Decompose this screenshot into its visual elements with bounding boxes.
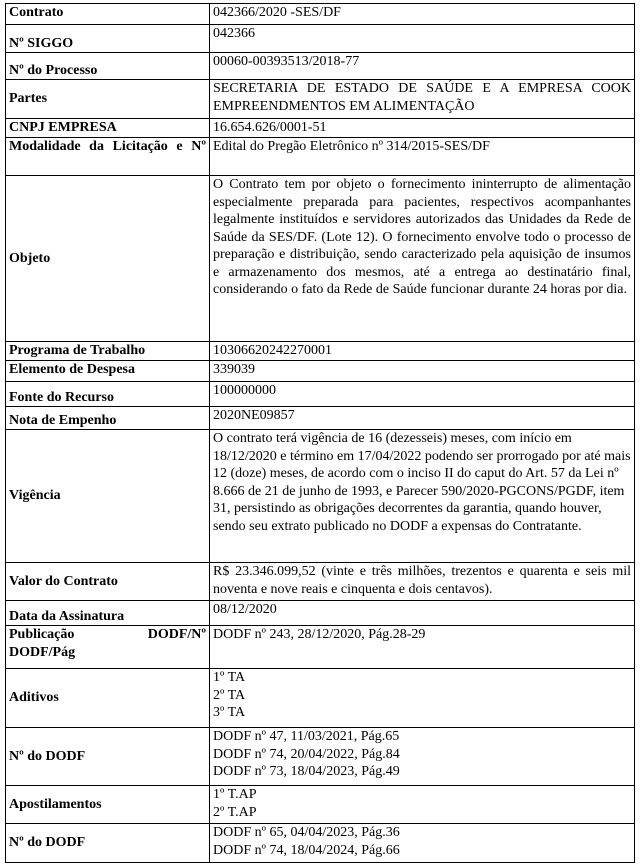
- label-line: Publicação DODF/Nº: [9, 627, 206, 642]
- row-value: R$ 23.346.099,52 (vinte e três milhões, trezentos e quarenta e seis mil noventa e nove reais e cinquenta e dois centavos).: [210, 563, 635, 601]
- list-item: 2º TA: [213, 687, 246, 703]
- row-value: 2020NE09857: [210, 407, 635, 430]
- row-label: Modalidade da Licitação e Nº: [6, 138, 210, 176]
- table-row: [6, 728, 635, 786]
- table-row: [6, 361, 635, 382]
- table-row: [6, 669, 635, 728]
- row-value: 100000000: [210, 382, 635, 407]
- list-item: 1º T.AP: [213, 787, 257, 802]
- row-label: [6, 626, 210, 669]
- table-row: [6, 53, 635, 80]
- row-label: Partes: [6, 80, 210, 119]
- contract-summary-table: [5, 3, 635, 863]
- row-label: Nº do Processo: [6, 53, 210, 80]
- row-label: Objeto: [6, 176, 210, 342]
- row-label: Contrato: [6, 4, 210, 25]
- list-item: DODF nº 73, 18/04/2023, Pág.49: [213, 764, 400, 779]
- row-label: Programa de Trabalho: [6, 342, 210, 361]
- row-label: Data da Assinatura: [6, 601, 210, 626]
- row-value: 08/12/2020: [210, 601, 635, 626]
- label-line: DODF/Pág: [9, 644, 76, 660]
- row-value: 042366: [210, 25, 635, 53]
- list-item: DODF nº 74, 18/04/2024, Pág.66: [213, 842, 400, 858]
- row-label: Nº do DODF: [6, 824, 210, 863]
- list-item: 1º TA: [213, 670, 246, 685]
- row-label: Fonte do Recurso: [6, 382, 210, 407]
- table-row: [6, 407, 635, 430]
- row-label: Nº SIGGO: [6, 25, 210, 53]
- row-value: 042366/2020 -SES/DF: [210, 4, 635, 25]
- row-value: [210, 669, 635, 728]
- row-value: Edital do Pregão Eletrônico nº 314/2015-SES/DF: [210, 138, 635, 176]
- table-row: [6, 119, 635, 138]
- table-row: [6, 176, 635, 342]
- row-value: 10306620242270001: [210, 342, 635, 361]
- table-row: [6, 25, 635, 53]
- row-label: Elemento de Despesa: [6, 361, 210, 382]
- row-value: 16.654.626/0001-51: [210, 119, 635, 138]
- list-item: 2º T.AP: [213, 804, 257, 820]
- list-item: DODF nº 74, 20/04/2022, Pág.84: [213, 746, 400, 762]
- row-label: Aditivos: [6, 669, 210, 728]
- table-row: [6, 342, 635, 361]
- table-row: [6, 138, 635, 176]
- row-label: CNPJ EMPRESA: [6, 119, 210, 138]
- row-value: [210, 728, 635, 786]
- row-value: [210, 824, 635, 863]
- table-row: [6, 626, 635, 669]
- row-label: Vigência: [6, 430, 210, 563]
- row-label: Apostilamentos: [6, 786, 210, 824]
- list-item: DODF nº 65, 04/04/2023, Pág.36: [213, 825, 400, 840]
- row-label: Nº do DODF: [6, 728, 210, 786]
- table-row: [6, 786, 635, 824]
- table-row: [6, 601, 635, 626]
- row-value: O Contrato tem por objeto o fornecimento ininterrupto de alimentação especialmente preparada para pacientes, respectivos acompanhantes legalmente instituídos e servidores autorizados das Unidades da Rede de Saúde da SES/DF. (Lote 12). O fornecimento envolve todo o processo de preparação e distribuição, sendo caracterizado pela aquisição de insumos e armazenamento dos mesmos, até a entrega ao destinatário final, considerando o fato da Rede de Saúde funcionar durante 24 horas por dia.: [210, 176, 635, 342]
- row-label: Valor do Contrato: [6, 563, 210, 601]
- list-item: 3º TA: [213, 705, 246, 720]
- row-value: DODF nº 243, 28/12/2020, Pág.28-29: [210, 626, 635, 669]
- table-row: [6, 563, 635, 601]
- table-row: [6, 824, 635, 863]
- table-row: [6, 382, 635, 407]
- row-value: [210, 786, 635, 824]
- row-value: O contrato terá vigência de 16 (dezesseis) meses, com início em 18/12/2020 e término em 17/04/2022 podendo ser prorrogado por até mais 12 (doze) meses, de acordo com o inciso II do caput do Art. 57 da Lei nº 8.666 de 21 de junho de 1993, e Parecer 590/2020-PGCONS/PGDF, item 31, persistindo as obrigações decorrentes da garantia, quando houver, sendo seu extrato publicado no DODF a expensas do Contratante.: [210, 430, 635, 563]
- table-row: [6, 430, 635, 563]
- table-row: [6, 4, 635, 25]
- row-value: 339039: [210, 361, 635, 382]
- table-row: [6, 80, 635, 119]
- row-value: 00060-00393513/2018-77: [210, 53, 635, 80]
- row-label: Nota de Empenho: [6, 407, 210, 430]
- list-item: DODF nº 47, 11/03/2021, Pág.65: [213, 729, 400, 744]
- row-value: SECRETARIA DE ESTADO DE SAÚDE E A EMPRESA COOK EMPREENDMENTOS EM ALIMENTAÇÃO: [210, 80, 635, 119]
